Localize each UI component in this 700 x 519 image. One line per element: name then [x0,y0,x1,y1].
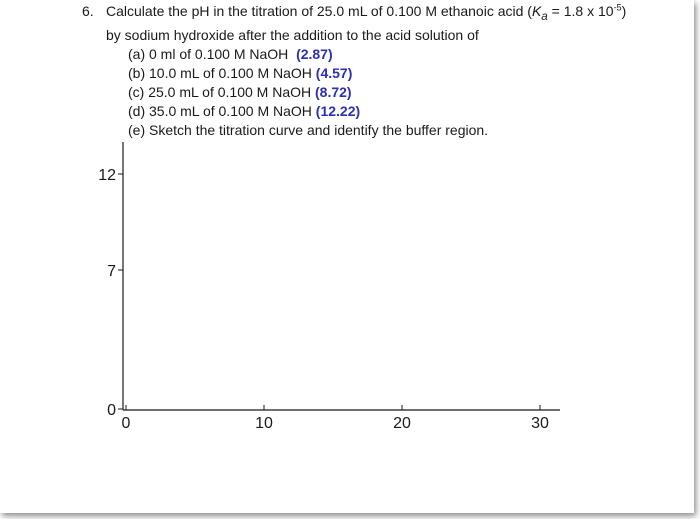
part-b: (b) 10.0 mL of 0.100 M NaOH (4.57) [128,64,353,81]
x-tick-label-20: 20 [393,415,411,432]
answer-b: (4.57) [315,64,353,81]
answer-c: (8.72) [315,83,352,100]
question-number: 6. [82,3,94,19]
y-ticks [98,167,123,419]
question-line-1: Calculate the pH in the titration of 25.0 mL of 0.100 M ethanoic acid ($K_a = 1.8$ x $10^{-5}$) [106,2,627,23]
answer-a: (2.87) [296,45,333,62]
part-d: (d) 35.0 mL of 0.100 M NaOH (12.22) [128,102,361,119]
y-tick-label-7: 7 [107,263,116,280]
x-tick-label-10: 10 [255,415,273,432]
y-tick-label-0: 0 [107,402,116,419]
part-e: (e) Sketch the titration curve and identify the buffer region. [128,121,489,138]
part-a: (a) 0 ml of 0.100 M NaOH (2.87) [128,45,333,62]
part-c: (c) 25.0 mL of 0.100 M NaOH (8.72) [128,83,352,100]
x-tick-label-30: 30 [531,415,549,432]
x-ticks [122,405,549,432]
answer-d: (12.22) [315,102,361,119]
x-tick-label-0: 0 [121,415,131,432]
question-line-2: by sodium hydroxide after the addition to the acid solution of [106,26,479,43]
y-tick-label-12: 12 [98,167,116,184]
